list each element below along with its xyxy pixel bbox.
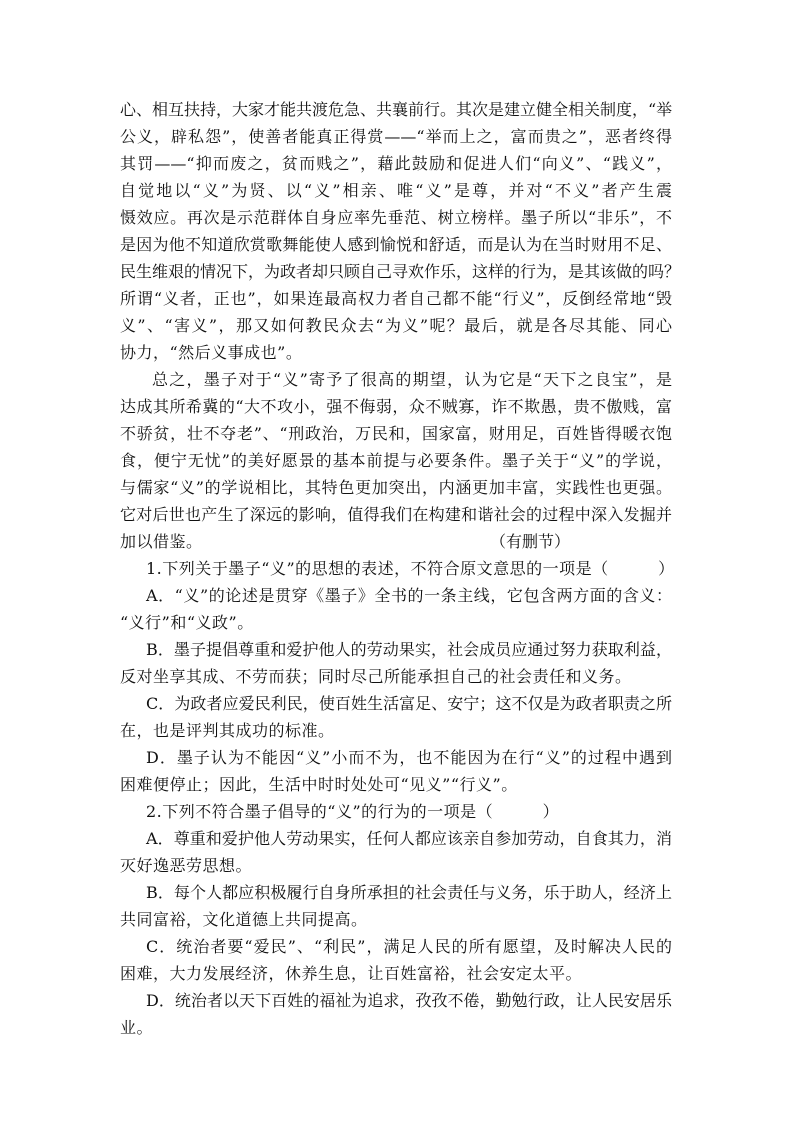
question2-option-b: B．每个人都应积极履行自身所承担的社会责任与义务，乐于助人，经济上 [146,883,672,902]
question2-option-c-cont: 困难，大力发展经济，休养生息，让百姓富裕，社会安定太平。 [120,964,583,983]
passage-line: 民生维艰的情况下，为政者却只顾自己寻欢作乐，这样的行为，是其该做的吗？ [120,262,681,281]
question2-option-c: C．统治者要“爱民”、“利民”，满足人民的所有愿望，及时解决人民的 [146,937,672,956]
passage-line: 协力，“然后义事成也”。 [120,343,303,362]
question2-option-a-cont: 灭好逸恶劳思想。 [120,856,253,875]
passage-line: 食，便宁无忧”的美好愿景的基本前提与必要条件。墨子关于“义”的学说， [120,451,672,470]
question2-option-b-cont: 共同富裕，文化道德上共同提高。 [120,910,368,929]
question2-option-d-cont: 业。 [120,1018,154,1037]
passage-line: 慑效应。再次是示范群体自身应率先垂范、树立榜样。墨子所以“非乐”，不 [120,208,672,227]
passage-line: 自觉地以“义”为贤、以“义”相亲、唯“义”是尊，并对“不义”者产生震 [120,181,672,200]
question2-option-d: D．统治者以天下百姓的福祉为追求，孜孜不倦，勤勉行政，让人民安居乐 [146,991,672,1010]
question1-option-a-cont: “义行”和“义政”。 [120,613,254,632]
question1-option-c: C．为政者应爱民利民，使百姓生活富足、安宁；这不仅是为政者职责之所 [146,694,672,713]
passage-line: 达成其所希冀的“大不攻小，强不侮弱，众不贼寡，诈不欺愚，贵不傲贱，富 [120,397,672,416]
question1-stem: 1.下列关于墨子“义”的思想的表述，不符合原文意思的一项是（ ） [146,559,675,578]
passage-line: 不骄贫，壮不夺老”、“刑政治，万民和，国家富，财用足，百姓皆得暖衣饱 [120,424,672,443]
question1-option-d: D．墨子认为不能因“义”小而不为，也不能因为在行“义”的过程中遇到 [146,748,672,767]
question2-option-a: A．尊重和爱护他人劳动果实，任何人都应该亲自参加劳动，自食其力，消 [146,829,672,848]
passage-line: 与儒家“义”的学说相比，其特色更加突出，内涵更加丰富，实践性也更强。 [120,478,672,497]
question1-option-a: A．“义”的论述是贯穿《墨子》全书的一条主线，它包含两方面的含义： [146,586,672,605]
source-note: （有删节） [490,532,571,551]
passage-line: 加以借鉴。 [120,532,203,551]
passage-line: 义”、“害义”，那又如何教民众去“为义”呢？最后，就是各尽其能、同心 [120,316,672,335]
passage-line: 公义，辟私怨”，使善者能真正得赏——“举而上之，富而贵之”，恶者终得 [120,127,672,146]
question1-option-c-cont: 在，也是评判其成功的标准。 [120,721,335,740]
passage-line: 是因为他不知道欣赏歌舞能使人感到愉悦和舒适，而是认为在当时财用不足、 [120,235,672,254]
question1-option-b: B．墨子提倡尊重和爱护他人的劳动果实，社会成员应通过努力获取利益， [146,640,672,659]
passage-line: 它对后世也产生了深远的影响，值得我们在构建和谐社会的过程中深入发掘并 [120,505,672,524]
question1-option-d-cont: 困难便停止；因此，生活中时时处处可“见义”“行义”。 [120,775,518,794]
passage-line: 其罚——“抑而废之，贫而贱之”，藉此鼓励和促进人们“向义”、“践义”， [120,154,672,173]
question1-option-b-cont: 反对坐享其成、不劳而获；同时尽己所能承担自己的社会责任和义务。 [120,667,632,686]
passage-line: 心、相互扶持，大家才能共渡危急、共襄前行。其次是建立健全相关制度，“举 [120,100,673,119]
passage-line: 所谓“义者，正也”，如果连最高权力者自己都不能“行义”，反倒经常地“毁 [120,289,672,308]
question2-stem: 2.下列不符合墨子倡导的“义”的行为的一项是（ ） [146,802,560,821]
passage-line: 总之，墨子对于“义”寄予了很高的期望，认为它是“天下之良宝”，是 [152,370,672,389]
